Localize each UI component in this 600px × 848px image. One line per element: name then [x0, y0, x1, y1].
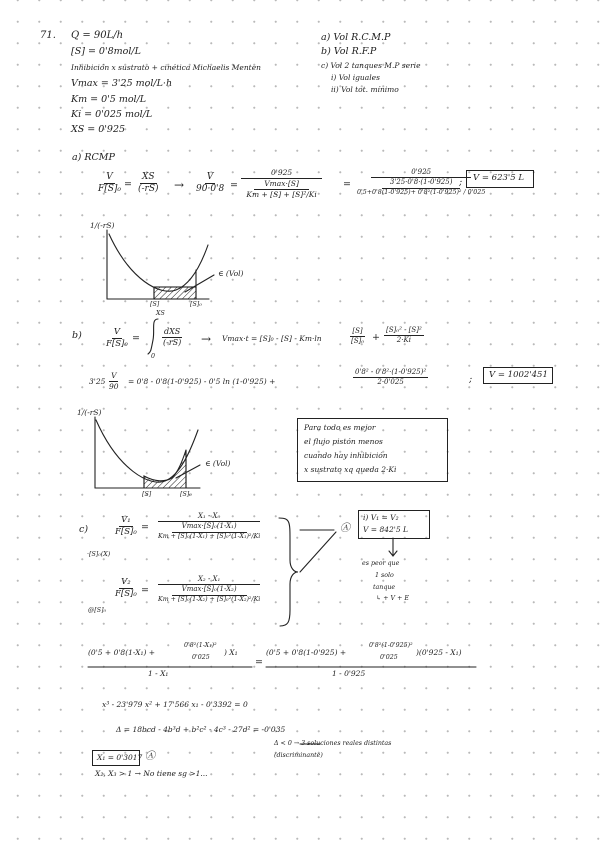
part-b-frac-v90 — [107, 372, 121, 391]
part-a-frac-xs-rs — [136, 173, 161, 195]
part-c-brace-arrow — [300, 532, 336, 572]
frac-denominator-bottom: Km + [S] + [S]²/Ki — [246, 189, 317, 199]
big-eq-left-num-2: 0'8²(1-X₁)² — [184, 642, 217, 649]
part-b-label: b) — [72, 330, 82, 341]
equals-sign: = — [124, 179, 132, 190]
part-a-frac-general — [241, 169, 322, 199]
equals-sign: = — [141, 522, 149, 533]
frac-denominator-top: Vmax·[S]₀(1-X₂) — [172, 585, 247, 595]
graph-a-area-label: ∈ (Vol) — [218, 269, 244, 278]
frac-denominator: 2·0'025 — [377, 378, 404, 387]
graph-b-y-label: 1/(-rS) — [77, 408, 102, 417]
graph-a-hatched-area — [154, 287, 196, 299]
condition-icon: Ⓐ — [340, 523, 350, 534]
arrow-note-3: tanque — [373, 584, 396, 591]
task-c-ii: ii) Vol tot. mínimo — [331, 85, 399, 94]
condition-line-1: i) V₁ = V₂ — [363, 513, 399, 522]
discriminant: Δ = 18bcd - 4b³d + b²c² - 4c³ - 27d² = -0'035 — [116, 725, 286, 734]
part-c-label: c) — [79, 524, 89, 535]
big-eq-equals: = — [255, 657, 263, 668]
task-c-i: i) Vol iguales — [331, 73, 380, 82]
big-eq-right-num-2: 0'8²(1-0'925)² — [369, 642, 413, 649]
note-line-1: Para todo es mejor — [304, 423, 376, 432]
frac-denominator-top: Vmax·[S] — [254, 179, 309, 190]
frac-numerator: XS — [140, 173, 157, 184]
frac-numerator: V — [111, 371, 117, 380]
arrow-note-1: es peor que — [362, 560, 400, 567]
problem-number: 71. — [40, 30, 56, 41]
frac-denominator: F[S]₀ — [106, 338, 128, 349]
frac-denominator: (-rS) — [163, 338, 182, 348]
frac-numerator: [S] — [350, 328, 364, 337]
graph-a-curve — [109, 234, 208, 291]
condition-box — [358, 510, 430, 539]
part-a-frac-v-90 — [194, 173, 226, 195]
part-c-side-1: ·[S]₀(X) — [87, 551, 111, 558]
equals-sign: = — [343, 179, 351, 190]
note-line-3: cuando hay inhibición — [304, 451, 388, 460]
arrow-right: → — [201, 332, 212, 346]
part-c-rhs-1 — [156, 513, 262, 540]
frac-numerator: 0'925 — [371, 169, 471, 178]
solution-icon: Ⓐ — [145, 751, 155, 762]
equals-sign: = — [132, 333, 140, 344]
frac-denominator: [S]₀ — [351, 337, 365, 346]
arrow-note-end: ↳ + V + E — [376, 595, 409, 602]
data-km: Km = 0'5 mol/L — [71, 94, 147, 105]
graph-b-curve — [96, 420, 198, 482]
data-vmax: Vmax = 3'25 mol/L·h — [71, 78, 173, 89]
frac-denominator-bottom: Km + [S]₀(1-X₁) + [S]₀²(1-X₁)²/Ki — [158, 532, 261, 540]
arrow-note-2: 1 solo — [375, 572, 394, 579]
part-a-frac-v-fs0 — [96, 173, 123, 195]
frac-denominator-bottom: Km + [S]₀(1-X₂) + [S]₀²(1-X₂)²/Ki — [158, 595, 261, 603]
graph-b-label-arrow — [176, 465, 200, 478]
big-eq-right-den: 1 - 0'925 — [332, 669, 366, 678]
note-box — [297, 418, 448, 482]
result-a: V = 623'5 L — [473, 173, 524, 183]
frac-denominator-top: 3'25·0'8·(1-0'925) — [382, 178, 461, 188]
result-box-a — [466, 170, 534, 188]
graph-b-x-left: [S] — [142, 491, 152, 498]
integral-upper: XS — [156, 310, 165, 317]
frac-denominator-bottom: 0'5+0'8(1-0'925)+ 0'8²(1-0'925)² / 0'025 — [357, 188, 486, 196]
frac-denominator: (-rS) — [138, 184, 159, 195]
part-b-integrand — [161, 328, 183, 348]
frac-denominator: F[S]₀ — [115, 588, 137, 599]
data-substrate: [S] = 0'8mol/L — [71, 46, 141, 57]
data-xs: XS = 0'925 — [71, 124, 126, 135]
arrow-right: → — [174, 178, 185, 192]
graph-a-x-right: [S]₀ — [190, 301, 202, 308]
graph-a-x-left: [S] — [150, 301, 160, 308]
big-eq-right-num-4: )(0'925 - X₁) — [416, 648, 462, 657]
result-box-b — [483, 367, 553, 384]
part-c-frac-v2 — [113, 578, 139, 599]
big-eq-right-num-3: 0'025 — [380, 654, 398, 661]
frac-numerator: V — [104, 173, 115, 184]
frac-denominator: 2·Ki — [396, 336, 411, 345]
discriminant-note-2: (discriminante) — [274, 752, 323, 759]
graph-a-label-arrow — [185, 275, 214, 292]
frac-denominator: F[S]₀ — [98, 184, 122, 195]
big-eq-right-num-1: (0'5 + 0'8(1-0'925) + — [266, 648, 347, 657]
frac-numerator: X₁ - X₀ — [158, 513, 260, 522]
solution-value: X₁ = 0'3017 — [97, 753, 143, 762]
integral-sign — [148, 319, 158, 354]
part-c-rhs-2 — [156, 576, 262, 603]
data-flow: Q = 90L/h — [71, 30, 124, 41]
frac-denominator-top: Vmax·[S]₀(1-X₁) — [172, 522, 247, 532]
big-eq-left-den: 1 - X₁ — [148, 669, 169, 678]
big-eq-left-num-4: ) X₁ — [224, 648, 238, 657]
part-b-expression: Vmax·t = [S]₀ - [S] - Km·ln — [222, 334, 322, 343]
frac-numerator: X₂ - X₁ — [158, 576, 260, 585]
part-c-side-2: @[S]₀ — [88, 607, 107, 614]
data-ki: Ki = 0'025 mol/L — [71, 109, 153, 120]
frac-numerator: V — [113, 327, 120, 337]
graph-b-hatched-area — [144, 450, 186, 488]
frac-numerator: [S]₀² - [S]² — [384, 327, 424, 336]
part-b-frac-log — [349, 328, 366, 346]
plus-sign: + — [372, 332, 380, 343]
frac-numerator: 0'8² - 0'8²·(1-0'925)² — [353, 369, 428, 378]
equals-sign: = — [230, 180, 238, 191]
discard-note: X₂, X₃ > 1 → No tiene sg >1... — [95, 769, 208, 778]
graph-b-area-label: ∈ (Vol) — [205, 459, 231, 468]
task-b: b) Vol R.F.P — [321, 46, 377, 57]
result-b: V = 1002'451 — [489, 370, 548, 380]
frac-denominator: 90 — [109, 381, 119, 391]
data-inhibition: Inhibición x sustrato + cinética Michaelis Menten — [71, 63, 261, 72]
frac-numerator: V — [205, 173, 216, 184]
part-c-frac-v1 — [113, 516, 139, 537]
frac-denominator: F[S]₀ — [115, 526, 137, 537]
note-line-4: x sustrato xq queda 2·Ki — [304, 465, 397, 474]
integral-lower: 0 — [151, 353, 156, 360]
part-b-line2-lhs: 3'25 — [89, 377, 106, 386]
semicolon: ; — [469, 374, 473, 385]
note-line-2: el flujo pistón menos — [304, 437, 383, 446]
equals-sign: = — [141, 585, 149, 596]
frac-numerator: 0'925 — [241, 169, 322, 179]
big-eq-left-num-1: (0'5 + 0'8(1-X₁) + — [88, 648, 156, 657]
part-a-heading: a) RCMP — [72, 152, 115, 163]
frac-denominator: 90·0'8 — [196, 184, 225, 195]
task-a: a) Vol R.C.M.P — [321, 32, 391, 43]
condition-line-2: V = 842'5 L — [363, 525, 408, 534]
part-b-expression-2: = 0'8 - 0'8(1-0'925) - 0'5 ln (1-0'925) + — [128, 377, 276, 386]
frac-numerator: V₁ — [121, 515, 131, 525]
graph-b-x-right: [S]₀ — [180, 491, 192, 498]
frac-numerator: dXS — [162, 328, 182, 338]
cubic-equation: x³ - 23'979 x² + 17'566 x₁ - 0'3392 = 0 — [102, 700, 248, 709]
big-eq-left-num-3: 0'025 — [192, 654, 210, 661]
task-c: c) Vol 2 tanques M.P serie — [321, 61, 421, 70]
discriminant-note: Δ < 0 → 3 soluciones reales distintas — [274, 740, 392, 747]
part-c-brace — [279, 518, 298, 626]
part-b-frac-numeric — [353, 369, 428, 387]
solution-box — [92, 750, 143, 766]
semicolon: ; — [459, 177, 463, 188]
graph-a-y-label: 1/(-rS) — [90, 221, 115, 230]
frac-numerator: V₂ — [121, 577, 131, 587]
part-b-frac-v-fs0 — [104, 328, 130, 349]
part-b-frac-ki — [384, 327, 424, 345]
